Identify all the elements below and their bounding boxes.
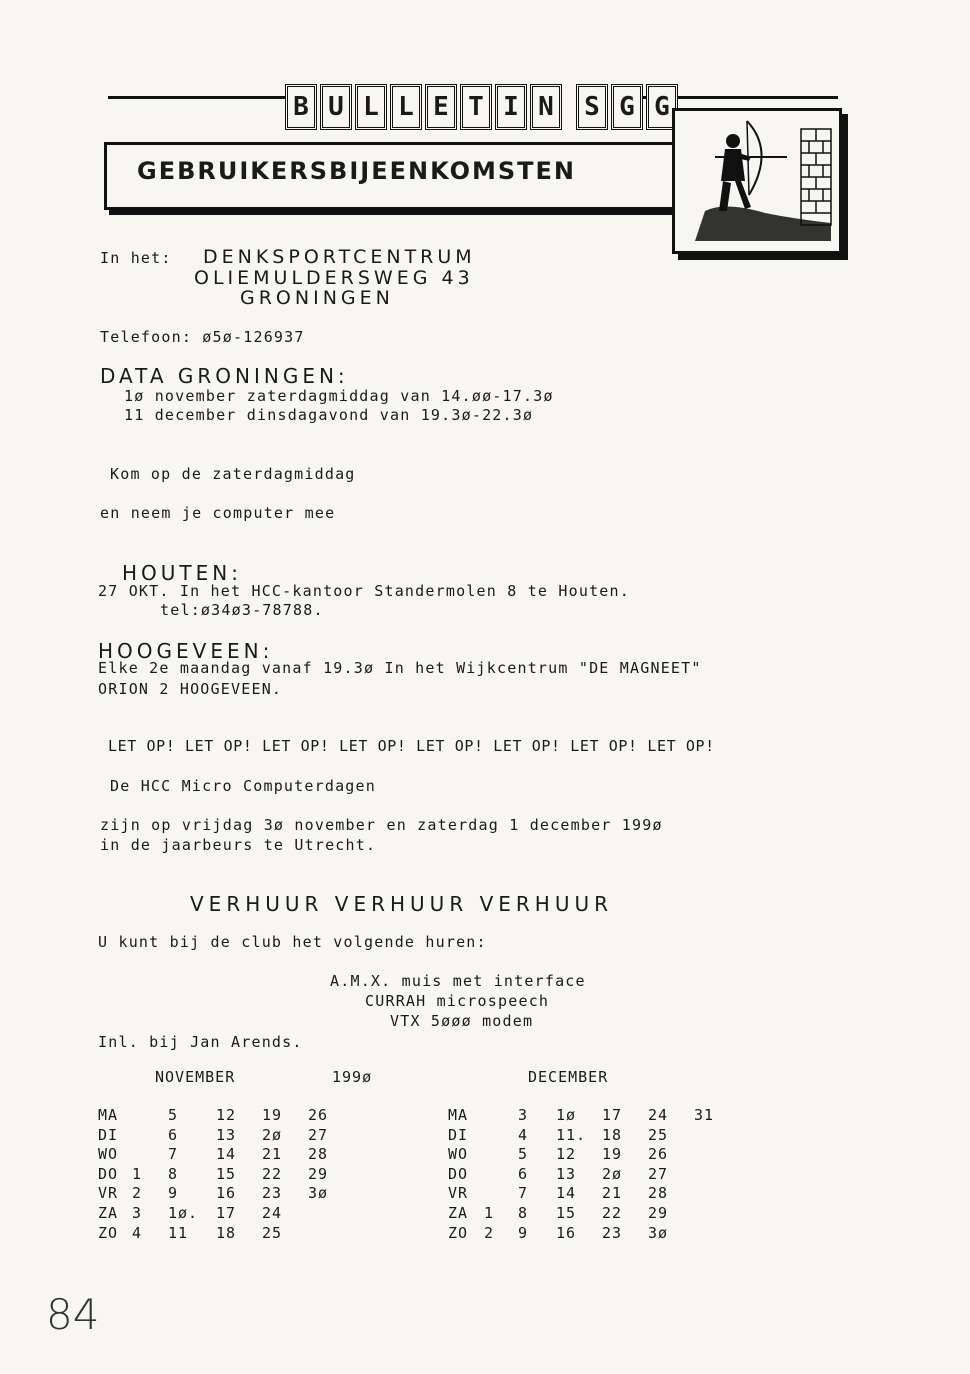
bulletin-letter: L bbox=[355, 84, 387, 130]
november-date: 14 bbox=[216, 1145, 237, 1164]
houten-line2: tel:ø34ø3-78788. bbox=[160, 601, 324, 619]
december-date: 23 bbox=[602, 1223, 623, 1242]
december-date: 1 bbox=[484, 1204, 495, 1222]
location-line3: GRONINGEN bbox=[240, 287, 394, 309]
december-date: 6 bbox=[518, 1164, 529, 1183]
verhuur-heading: VERHUUR VERHUUR VERHUUR bbox=[190, 892, 613, 916]
december-day-name: MA bbox=[448, 1106, 469, 1124]
december-date: 26 bbox=[648, 1145, 669, 1164]
bulletin-letter: T bbox=[460, 84, 492, 130]
archer-icon bbox=[675, 111, 839, 251]
december-day-name: WO bbox=[448, 1145, 469, 1164]
november-day-name: ZA bbox=[98, 1204, 119, 1222]
year-label: 199ø bbox=[332, 1068, 373, 1086]
november-date: 2 bbox=[132, 1184, 143, 1203]
december-date: 2ø bbox=[602, 1164, 623, 1183]
december-date: 8 bbox=[518, 1204, 529, 1222]
december-date: 25 bbox=[648, 1125, 669, 1144]
bulletin-letter: L bbox=[390, 84, 422, 130]
december-date: 2 bbox=[484, 1223, 495, 1242]
november-date: 7 bbox=[168, 1145, 179, 1164]
december-day-name: ZO bbox=[448, 1223, 469, 1242]
page-number: 84 bbox=[46, 1290, 100, 1339]
verhuur-intro: U kunt bij de club het volgende huren: bbox=[98, 933, 487, 951]
december-date: 19 bbox=[602, 1145, 623, 1164]
bulletin-spacer bbox=[565, 84, 573, 124]
houten-line1: 27 OKT. In het HCC-kantoor Standermolen 8 te Houten. bbox=[98, 582, 630, 600]
bulletin-letter: N bbox=[530, 84, 562, 130]
hoogeveen-line2: ORION 2 HOOGEVEEN. bbox=[98, 680, 283, 698]
november-date: 1 bbox=[132, 1164, 143, 1183]
bulletin-letter: I bbox=[495, 84, 527, 130]
december-date: 1ø bbox=[556, 1106, 577, 1124]
december-date: 11. bbox=[556, 1125, 587, 1144]
groningen-line1: 1ø november zaterdagmiddag van 14.øø-17.3ø bbox=[124, 387, 554, 405]
groningen-line3: Kom op de zaterdagmiddag bbox=[110, 465, 356, 483]
november-date: 4 bbox=[132, 1223, 143, 1242]
november-date: 29 bbox=[308, 1164, 329, 1183]
december-date: 3ø bbox=[648, 1223, 669, 1242]
december-date: 31 bbox=[694, 1106, 715, 1124]
november-date: 16 bbox=[216, 1184, 237, 1203]
december-date: 24 bbox=[648, 1106, 669, 1124]
december-date: 12 bbox=[556, 1145, 577, 1164]
november-day-name: DO bbox=[98, 1164, 119, 1183]
location-line2: OLIEMULDERSWEG 43 bbox=[194, 267, 474, 289]
december-date: 17 bbox=[602, 1106, 623, 1124]
december-date: 7 bbox=[518, 1184, 529, 1203]
bulletin-letter: E bbox=[425, 84, 457, 130]
notice-line1: De HCC Micro Computerdagen bbox=[110, 777, 376, 795]
november-date: 3 bbox=[132, 1204, 143, 1222]
verhuur-info: Inl. bij Jan Arends. bbox=[98, 1033, 303, 1051]
december-day-name: ZA bbox=[448, 1204, 469, 1222]
archer-logo bbox=[672, 108, 842, 254]
december-date: 27 bbox=[648, 1164, 669, 1183]
december-date: 16 bbox=[556, 1223, 577, 1242]
bulletin-letter: B bbox=[285, 84, 317, 130]
november-day-name: WO bbox=[98, 1145, 119, 1164]
groningen-line2: 11 december dinsdagavond van 19.3ø-22.3ø bbox=[124, 406, 534, 424]
november-date: 8 bbox=[168, 1164, 179, 1183]
december-date: 29 bbox=[648, 1204, 669, 1222]
header-rule-left bbox=[108, 96, 286, 99]
december-date: 4 bbox=[518, 1125, 529, 1144]
november-day-name: DI bbox=[98, 1125, 119, 1144]
verhuur-item-3: VTX 5øøø modem bbox=[390, 1012, 534, 1030]
november-date: 23 bbox=[262, 1184, 283, 1203]
november-day-name: ZO bbox=[98, 1223, 119, 1242]
december-day-name: DI bbox=[448, 1125, 469, 1144]
groningen-line4: en neem je computer mee bbox=[100, 504, 336, 522]
november-date: 11 bbox=[168, 1223, 189, 1242]
november-label: NOVEMBER bbox=[155, 1068, 236, 1086]
november-date: 12 bbox=[216, 1106, 237, 1124]
november-date: 19 bbox=[262, 1106, 283, 1124]
notice-line3: in de jaarbeurs te Utrecht. bbox=[100, 836, 377, 854]
december-date: 14 bbox=[556, 1184, 577, 1203]
december-label: DECEMBER bbox=[528, 1068, 609, 1086]
sgg-letter: G bbox=[611, 84, 643, 130]
verhuur-item-1: A.M.X. muis met interface bbox=[330, 972, 586, 990]
location-prefix: In het: bbox=[100, 249, 172, 267]
december-date: 3 bbox=[518, 1106, 529, 1124]
december-date: 13 bbox=[556, 1164, 577, 1183]
december-date: 5 bbox=[518, 1145, 529, 1164]
december-date: 9 bbox=[518, 1223, 529, 1242]
november-date: 27 bbox=[308, 1125, 329, 1144]
banner-title: GEBRUIKERSBIJEENKOMSTEN bbox=[137, 157, 577, 185]
sgg-letter: G bbox=[646, 84, 678, 130]
bulletin-letter: U bbox=[320, 84, 352, 130]
december-date: 15 bbox=[556, 1204, 577, 1222]
november-date: 9 bbox=[168, 1184, 179, 1203]
november-date: 21 bbox=[262, 1145, 283, 1164]
hoogeveen-line1: Elke 2e maandag vanaf 19.3ø In het Wijkcentrum "DE MAGNEET" bbox=[98, 659, 702, 677]
november-date: 13 bbox=[216, 1125, 237, 1144]
notice-line2: zijn op vrijdag 3ø november en zaterdag 1 december 199ø bbox=[100, 816, 663, 834]
december-date: 21 bbox=[602, 1184, 623, 1203]
title-banner bbox=[104, 142, 710, 210]
november-date: 28 bbox=[308, 1145, 329, 1164]
november-date: 25 bbox=[262, 1223, 283, 1242]
sgg-letter: S bbox=[576, 84, 608, 130]
november-date: 1ø. bbox=[168, 1204, 199, 1222]
phone: Telefoon: ø5ø-126937 bbox=[100, 328, 305, 346]
december-day-name: VR bbox=[448, 1184, 469, 1203]
november-date: 2ø bbox=[262, 1125, 283, 1144]
november-date: 17 bbox=[216, 1204, 237, 1222]
november-date: 5 bbox=[168, 1106, 179, 1124]
november-date: 22 bbox=[262, 1164, 283, 1183]
hoogeveen-heading: HOOGEVEEN: bbox=[98, 639, 274, 663]
december-date: 28 bbox=[648, 1184, 669, 1203]
november-date: 3ø bbox=[308, 1184, 329, 1203]
groningen-heading: DATA GRONINGEN: bbox=[100, 364, 349, 388]
november-date: 24 bbox=[262, 1204, 283, 1222]
december-date: 22 bbox=[602, 1204, 623, 1222]
verhuur-item-2: CURRAH microspeech bbox=[365, 992, 550, 1010]
letop-line: LET OP! LET OP! LET OP! LET OP! LET OP! LET OP! LET OP! LET OP! bbox=[108, 737, 715, 755]
december-date: 18 bbox=[602, 1125, 623, 1144]
november-day-name: VR bbox=[98, 1184, 119, 1203]
houten-heading: HOUTEN: bbox=[122, 561, 242, 585]
november-date: 6 bbox=[168, 1125, 179, 1144]
location-line1: DENKSPORTCENTRUM bbox=[203, 246, 476, 268]
november-date: 26 bbox=[308, 1106, 329, 1124]
december-day-name: DO bbox=[448, 1164, 469, 1183]
bulletin-title bbox=[285, 84, 678, 130]
november-date: 15 bbox=[216, 1164, 237, 1183]
november-date: 18 bbox=[216, 1223, 237, 1242]
november-day-name: MA bbox=[98, 1106, 119, 1124]
